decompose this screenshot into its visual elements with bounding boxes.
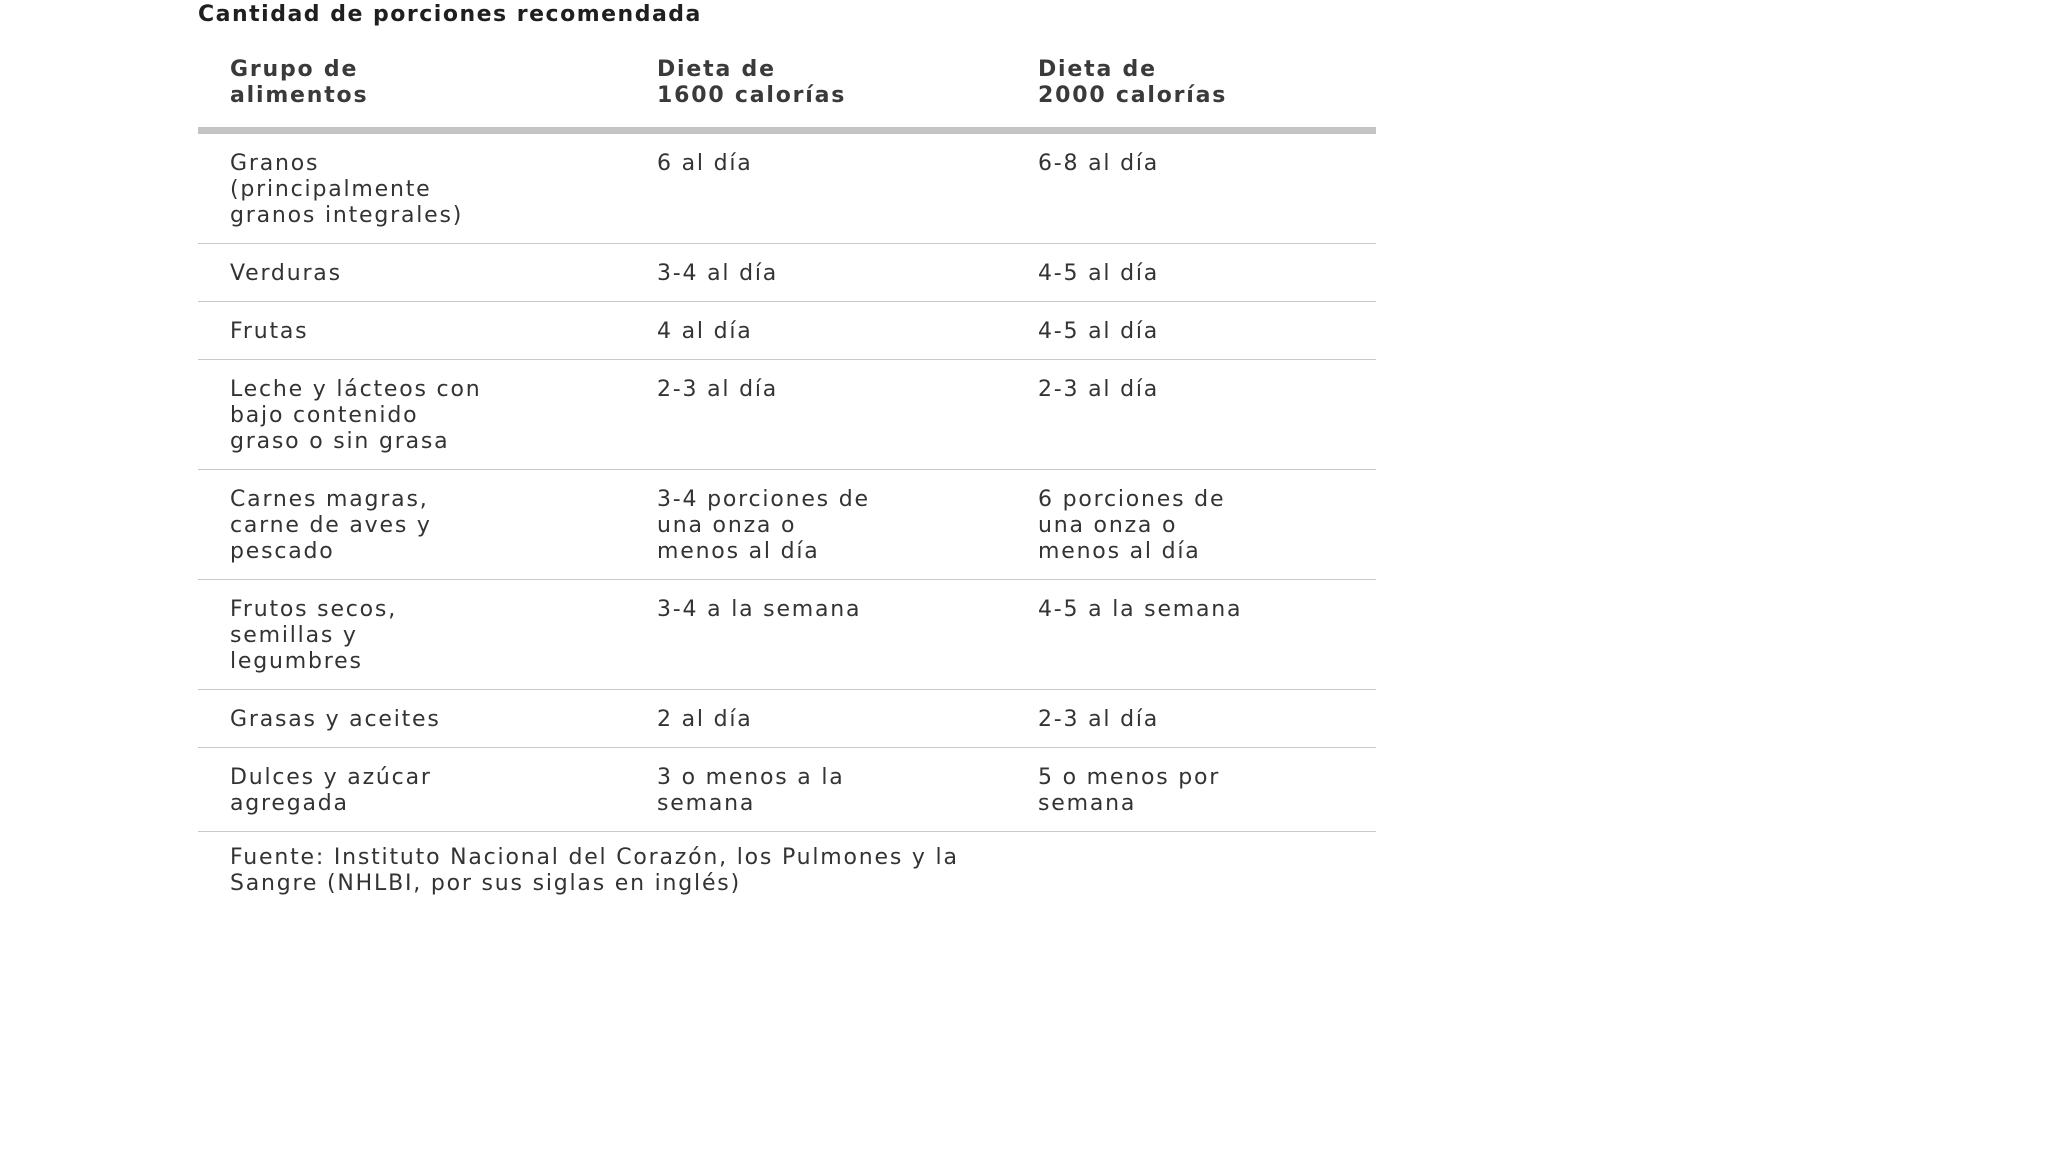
cell-diet-2000: 6 porciones de una onza o menos al día xyxy=(1038,487,1226,564)
cell-food-group: Granos (principalmente granos integrales) xyxy=(230,151,464,228)
cell-diet-1600: 2-3 al día xyxy=(657,377,779,402)
source-note: Fuente: Instituto Nacional del Corazón, los Pulmones y la Sangre (NHLBI, por sus siglas en inglés) xyxy=(230,845,959,896)
document xyxy=(198,0,1376,897)
table-title: Cantidad de porciones recomendada xyxy=(198,2,702,27)
cell-diet-2000: 6-8 al día xyxy=(1038,151,1160,176)
cell-diet-2000: 4-5 al día xyxy=(1038,261,1160,286)
cell-food-group: Grasas y aceites xyxy=(230,707,441,732)
cell-food-group: Verduras xyxy=(230,261,342,286)
cell-food-group: Carnes magras, carne de aves y pescado xyxy=(230,487,432,564)
cell-diet-2000: 4-5 al día xyxy=(1038,319,1160,344)
cell-diet-1600: 2 al día xyxy=(657,707,753,732)
cell-diet-1600: 3 o menos a la semana xyxy=(657,765,845,816)
cell-diet-1600: 3-4 a la semana xyxy=(657,597,862,622)
table-row xyxy=(198,748,1376,832)
cell-diet-1600: 4 al día xyxy=(657,319,753,344)
table-body xyxy=(198,131,1376,832)
table-row xyxy=(198,302,1376,360)
cell-diet-2000: 2-3 al día xyxy=(1038,377,1160,402)
cell-diet-2000: 2-3 al día xyxy=(1038,707,1160,732)
servings-table xyxy=(198,30,1376,832)
header-food-group: Grupo de alimentos xyxy=(230,57,369,108)
cell-food-group: Leche y lácteos con bajo contenido graso o sin grasa xyxy=(230,377,482,454)
cell-food-group: Frutas xyxy=(230,319,309,344)
table-row xyxy=(198,360,1376,470)
cell-diet-2000: 4-5 a la semana xyxy=(1038,597,1243,622)
table-row xyxy=(198,580,1376,690)
table-row xyxy=(198,244,1376,302)
cell-diet-1600: 3-4 porciones de una onza o menos al día xyxy=(657,487,870,564)
cell-diet-1600: 6 al día xyxy=(657,151,753,176)
cell-diet-1600: 3-4 al día xyxy=(657,261,779,286)
header-diet-1600: Dieta de 1600 calorías xyxy=(657,57,847,108)
cell-food-group: Dulces y azúcar agregada xyxy=(230,765,432,816)
cell-diet-2000: 5 o menos por semana xyxy=(1038,765,1221,816)
table-header xyxy=(198,30,1376,131)
table-row xyxy=(198,690,1376,748)
table-row xyxy=(198,131,1376,244)
cell-food-group: Frutos secos, semillas y legumbres xyxy=(230,597,397,674)
header-row xyxy=(198,30,1376,131)
table-row xyxy=(198,470,1376,580)
header-diet-2000: Dieta de 2000 calorías xyxy=(1038,57,1228,108)
